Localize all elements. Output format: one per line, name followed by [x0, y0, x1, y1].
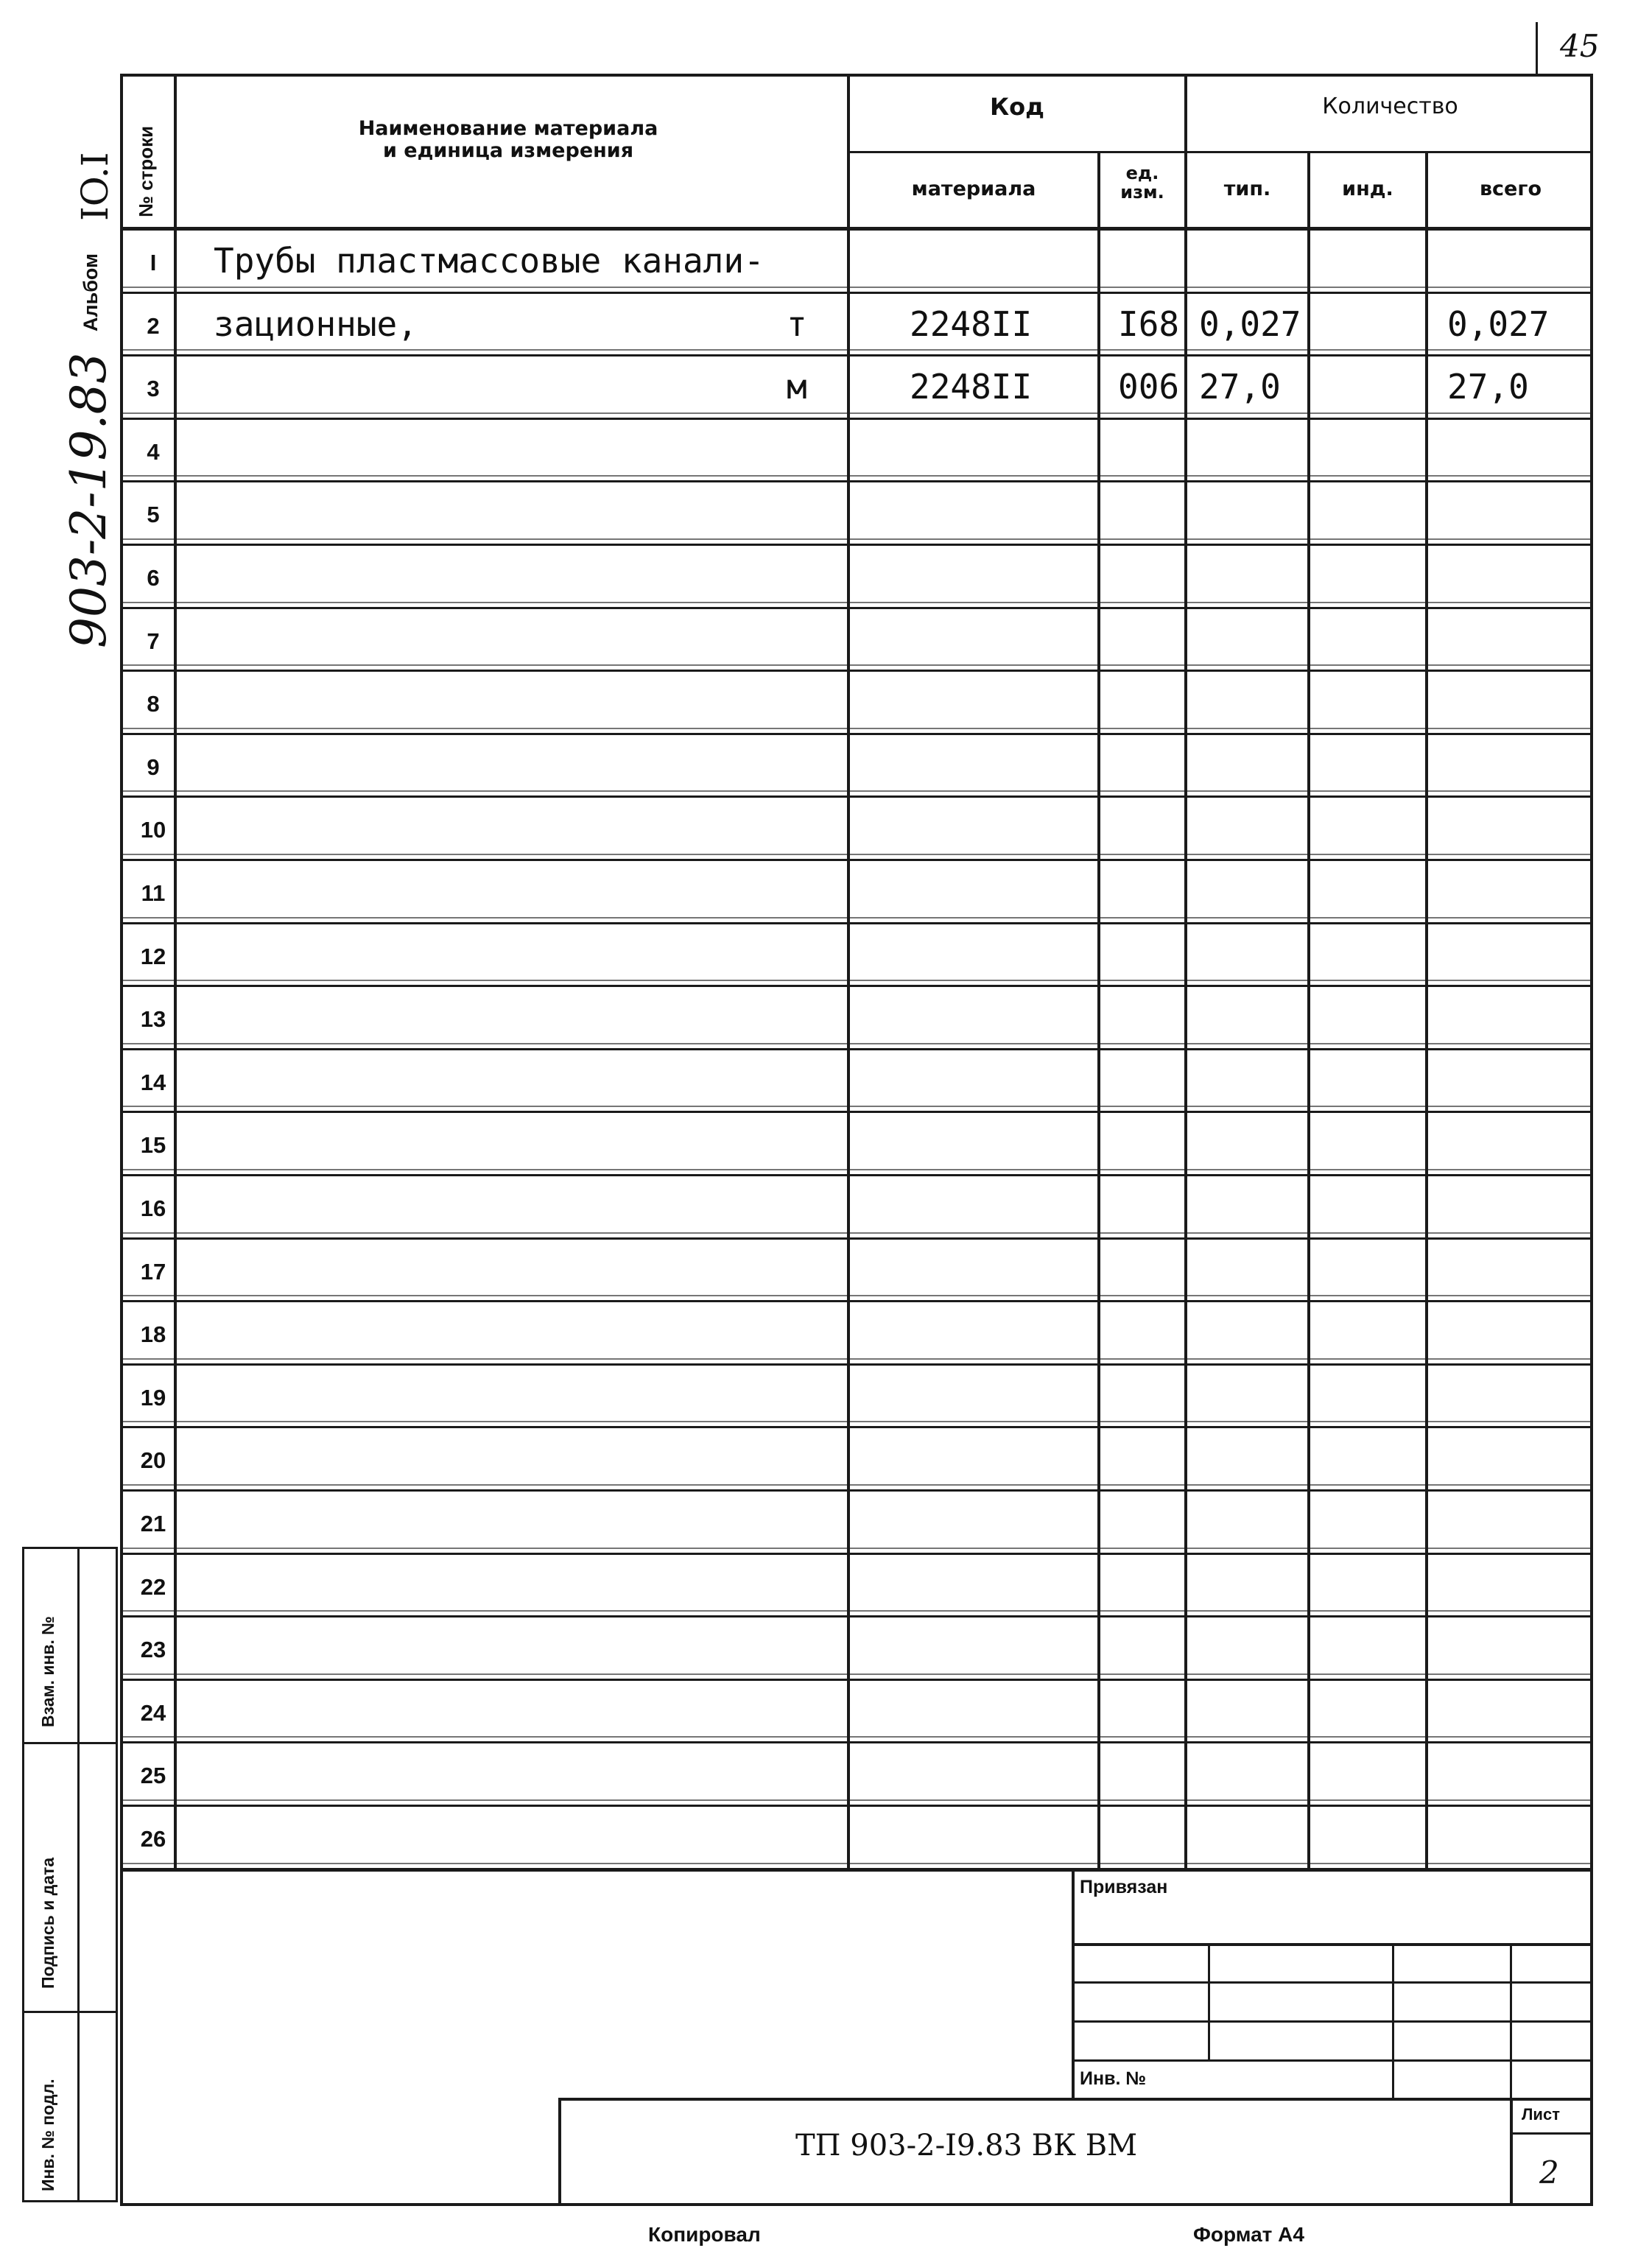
row-number: 20 [140, 1447, 166, 1474]
stamp-column-divider [77, 1547, 80, 2202]
row-name: Трубы пластмассовые канали- [214, 241, 765, 281]
row-rule-inner [120, 980, 1593, 981]
row-rule-inner [120, 1736, 1593, 1738]
row-code-material: 2248II [910, 303, 1033, 344]
row-unit: т [787, 303, 807, 344]
row-rule [120, 418, 1593, 420]
header-code-unit [1100, 164, 1184, 203]
row-rule-inner [120, 1106, 1593, 1107]
col-line-name [847, 74, 850, 1871]
row-number: 25 [140, 1763, 166, 1789]
row-number: 4 [147, 438, 160, 465]
row-rule-inner [120, 412, 1593, 414]
row-number: 6 [147, 565, 160, 591]
row-rule [120, 670, 1593, 672]
linked-col-2 [1392, 1943, 1394, 2098]
stamp-label-original-inv: Инв. № подл. [38, 2079, 57, 2191]
header-code-material: материала [911, 178, 1036, 200]
row-rule [120, 292, 1593, 294]
row-code-unit: 006 [1118, 367, 1180, 407]
album-number: IO.I [74, 152, 116, 221]
row-rule [120, 1489, 1593, 1492]
row-rule [120, 1363, 1593, 1366]
album-word: Альбом [80, 253, 102, 331]
row-rule-inner [120, 728, 1593, 729]
row-rule-inner [120, 1232, 1593, 1234]
row-rule-inner [120, 1169, 1593, 1170]
table-bottom-rule [120, 1868, 1593, 1872]
sheet-label: Лист [1522, 2105, 1560, 2124]
row-number: 23 [140, 1637, 166, 1663]
row-rule [120, 985, 1593, 987]
row-rule-inner [120, 1673, 1593, 1675]
inv-label: Инв. № [1080, 2068, 1147, 2089]
row-rule-inner [120, 917, 1593, 919]
row-rule [120, 1111, 1593, 1113]
row-rule-inner [120, 602, 1593, 603]
linked-rule-1 [1072, 1943, 1593, 1946]
col-line-rownum [174, 74, 177, 1871]
header-name-line2: и единица измерения [382, 138, 634, 162]
sheet-number: 2 [1539, 2154, 1559, 2191]
row-number: I [150, 250, 157, 275]
footer-format: Формат А4 [1193, 2223, 1304, 2246]
row-rule-inner [120, 1358, 1593, 1360]
document-code: ТП 903-2-I9.83 ВК ВМ [795, 2129, 1138, 2163]
row-number: 24 [140, 1699, 166, 1726]
header-qty-group: Количество [1322, 94, 1458, 119]
row-rule-inner [120, 854, 1593, 855]
row-rule-inner [120, 349, 1593, 351]
title-sheet-divider [1510, 2098, 1513, 2206]
row-rule [120, 1048, 1593, 1050]
row-code-unit: I68 [1118, 303, 1180, 344]
page-number: 45 [1560, 28, 1600, 64]
row-number: 21 [140, 1511, 166, 1536]
row-number: 15 [140, 1132, 166, 1159]
row-number: 13 [140, 1006, 166, 1033]
stamp-label-signature-date: Подпись и дата [38, 1857, 57, 1989]
row-number: 10 [140, 817, 166, 843]
row-rule-inner [120, 1610, 1593, 1612]
linked-rule-3 [1072, 2020, 1593, 2023]
row-rule-inner [120, 475, 1593, 477]
header-bottom-rule [120, 227, 1593, 231]
footer-copied: Копировал [648, 2223, 761, 2246]
row-rule [120, 1679, 1593, 1681]
row-rule-inner [120, 1421, 1593, 1422]
row-rule [120, 607, 1593, 609]
row-rule-inner [120, 287, 1593, 288]
row-rule-inner [120, 664, 1593, 666]
col-line-ind [1425, 151, 1428, 1871]
page-number-tick [1536, 22, 1538, 74]
linked-block-left [1072, 1868, 1075, 2101]
row-rule [120, 1805, 1593, 1807]
row-qty-total: 0,027 [1447, 303, 1550, 344]
handwritten-project-number: 903-2-19.83 [60, 352, 117, 648]
row-number: 3 [147, 376, 160, 402]
stamp-divider-2 [22, 2011, 118, 2013]
row-rule-inner [120, 1548, 1593, 1549]
row-rule [120, 1174, 1593, 1176]
row-rule-inner [120, 1295, 1593, 1296]
col-line-material [1097, 151, 1100, 1871]
row-rule [120, 1300, 1593, 1302]
header-name-line1: Наименование материала [358, 117, 658, 140]
row-rule [120, 544, 1593, 546]
row-number: 11 [141, 880, 166, 906]
row-number: 22 [140, 1573, 166, 1600]
row-number: 2 [147, 312, 160, 339]
row-rule [120, 354, 1593, 356]
col-line-typ [1307, 151, 1310, 1871]
row-rule [120, 795, 1593, 798]
row-rule [120, 480, 1593, 482]
header-qty-total: всего [1479, 178, 1542, 200]
main-frame [120, 74, 1593, 2206]
row-rule-inner [120, 1484, 1593, 1486]
row-qty-typ: 0,027 [1199, 303, 1301, 344]
linked-col-1 [1208, 1943, 1210, 2059]
row-number: 16 [140, 1195, 166, 1221]
header-code-group: Код [990, 93, 1044, 121]
row-code-material: 2248II [910, 367, 1033, 407]
row-rule [120, 1237, 1593, 1240]
row-rule-inner [120, 1043, 1593, 1044]
stamp-label-replaced-inv: Взам. инв. № [38, 1616, 57, 1727]
row-rule [120, 1615, 1593, 1618]
row-name: зационные, [214, 303, 418, 344]
header-row-number: № строки [135, 125, 157, 217]
row-rule-inner [120, 538, 1593, 540]
row-number: 9 [147, 754, 160, 780]
row-number: 26 [140, 1826, 166, 1852]
header-qty-typ: тип. [1223, 178, 1271, 200]
linked-col-3 [1510, 1943, 1512, 2098]
header-group-rule [847, 151, 1593, 153]
linked-label: Привязан [1080, 1877, 1168, 1897]
row-rule [120, 1741, 1593, 1743]
linked-rule-2 [1072, 1981, 1593, 1984]
row-rule [120, 733, 1593, 735]
header-code-unit-text: ед. изм. [1120, 163, 1164, 203]
row-qty-total: 27,0 [1447, 367, 1529, 407]
row-unit: м [787, 367, 807, 407]
row-number: 17 [140, 1258, 166, 1285]
row-number: 12 [140, 943, 166, 969]
row-number: 19 [140, 1384, 166, 1411]
row-rule [120, 922, 1593, 924]
row-number: 18 [140, 1321, 166, 1348]
row-rule [120, 859, 1593, 861]
row-rule-inner [120, 790, 1593, 792]
row-rule-inner [120, 1799, 1593, 1801]
header-name [221, 118, 795, 161]
row-qty-typ: 27,0 [1199, 367, 1281, 407]
title-sheet-rule [1510, 2132, 1593, 2135]
row-number: 8 [147, 691, 160, 717]
row-rule-inner [120, 1863, 1593, 1864]
linked-rule-4 [1072, 2059, 1593, 2062]
row-number: 7 [147, 628, 160, 654]
album-label [80, 253, 102, 331]
row-rule [120, 1426, 1593, 1428]
row-number: 14 [140, 1069, 166, 1095]
col-line-unitcode [1184, 74, 1187, 1871]
stamp-divider-1 [22, 1742, 118, 1744]
row-rule [120, 1553, 1593, 1555]
stamp-column [22, 1547, 118, 2202]
header-qty-ind: инд. [1342, 178, 1393, 200]
row-number: 5 [147, 502, 160, 528]
